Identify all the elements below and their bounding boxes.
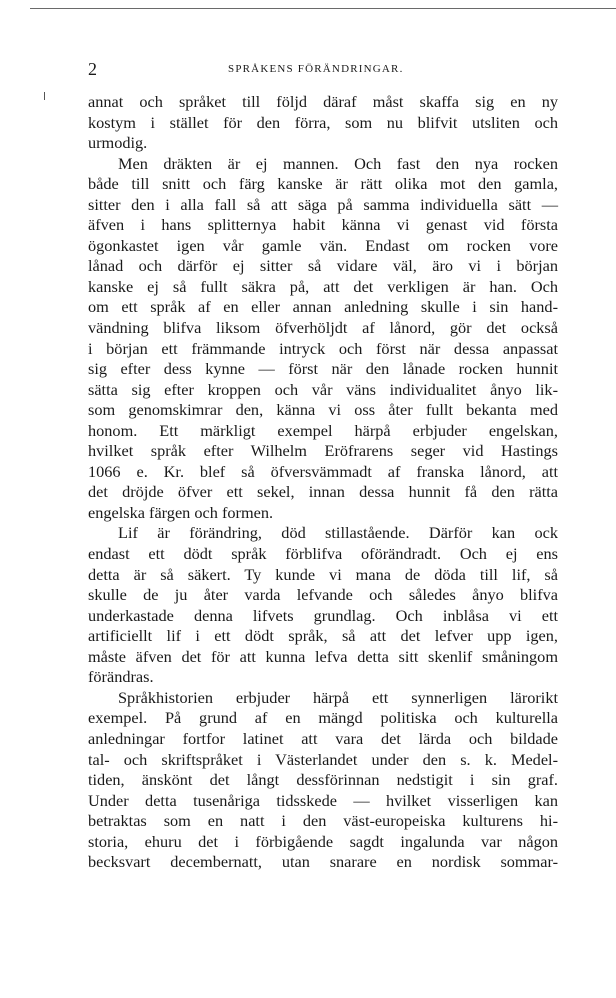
text-line: måste äfven det för att kunna lefva detta sitt skenlif småningom <box>88 646 558 666</box>
text-line: vändning blifva liksom öfverhöljdt af lånord, gör det också <box>88 318 558 338</box>
text-line: becksvart decembernatt, utan snarare en nordisk sommar- <box>88 852 558 872</box>
text-line: äfven i hans splitternya habit känna vi genast vid första <box>88 215 558 235</box>
text-line: sätta sig efter kroppen och vår väns individualitet ånyo lik- <box>88 379 558 399</box>
text-line: tal- och skriftspråket i Västerlandet under den s. k. Medel- <box>88 749 558 769</box>
text-line: det dröjde öfver ett sekel, innan dessa hunnit få den rätta <box>88 482 558 502</box>
text-line: 1066 e. Kr. blef så öfversvämmadt af franska lånord, att <box>88 461 558 481</box>
text-line: lånad och därför ej sitter så vidare väl, äro vi i början <box>88 256 558 276</box>
text-line: som genomskimrar den, känna vi oss åter fullt bekanta med <box>88 400 558 420</box>
text-line: artificiellt lif i ett dödt språk, så att det lefver upp igen, <box>88 626 558 646</box>
body-text <box>88 92 558 873</box>
text-line: om ett språk af en eller annan anledning skulle i sin hand- <box>88 297 558 317</box>
text-line: engelska färgen och formen. <box>88 502 274 522</box>
top-rule <box>30 8 616 9</box>
running-title: SPRÅKENS FÖRÄNDRINGAR. <box>228 63 404 75</box>
text-line: skulle de ju åter varda lefvande och således ånyo blifva <box>88 585 558 605</box>
text-line: Men dräkten är ej mannen. Och fast den nya rocken <box>118 153 558 173</box>
text-line: Språkhistorien erbjuder härpå ett synnerligen lärorikt <box>118 687 558 707</box>
text-line: i början ett främmande intryck och först när dessa anpassat <box>88 338 558 358</box>
text-line: honom. Ett märkligt exempel härpå erbjuder engelskan, <box>88 420 558 440</box>
text-line: Lif är förändring, död stillastående. Därför kan ock <box>118 523 558 543</box>
text-line: tiden, änskönt det långt dessförinnan nedstigit i sin graf. <box>88 770 558 790</box>
text-line: underkastade denna lifvets grundlag. Och inblåsa vi ett <box>88 605 558 625</box>
text-line: endast ett dödt språk förblifva oförändradt. Och ej ens <box>88 544 558 564</box>
text-line: förändras. <box>88 667 154 687</box>
text-line: kostym i stället för den förra, som nu blifvit utsliten och <box>88 112 558 132</box>
text-line: sig efter dess kynne — först när den lånade rocken hunnit <box>88 359 558 379</box>
text-line: urmodig. <box>88 133 148 153</box>
text-line: detta är så säkert. Ty kunde vi mana de döda till lif, så <box>88 564 558 584</box>
margin-mark <box>44 92 45 100</box>
text-line: sitter den i alla fall så att säga på samma individuella sätt — <box>88 194 558 214</box>
text-line: både till snitt och färg kanske är rätt olika mot den gamla, <box>88 174 558 194</box>
page-header <box>88 58 558 80</box>
text-line: ögonkastet igen vår gamle vän. Endast om rocken vore <box>88 235 558 255</box>
text-line: annat och språket till följd däraf måst skaffa sig en ny <box>88 92 558 111</box>
text-line: anledningar fortfor latinet att vara det lärda och bildade <box>88 728 558 748</box>
text-line: storia, ehuru det i förbigående sagdt ingalunda var någon <box>88 831 558 851</box>
text-line: hvilket språk efter Wilhelm Eröfrarens seger vid Hastings <box>88 441 558 461</box>
text-line: exempel. På grund af en mängd politiska och kulturella <box>88 708 558 728</box>
page-number: 2 <box>88 59 97 79</box>
text-line: kanske ej så fullt säkra på, att det verkligen är han. Och <box>88 276 558 296</box>
text-line: Under detta tusenåriga tidsskede — hvilket visserligen kan <box>88 790 558 810</box>
text-line: betraktas som en natt i den väst-europeiska kulturens hi- <box>88 811 558 831</box>
